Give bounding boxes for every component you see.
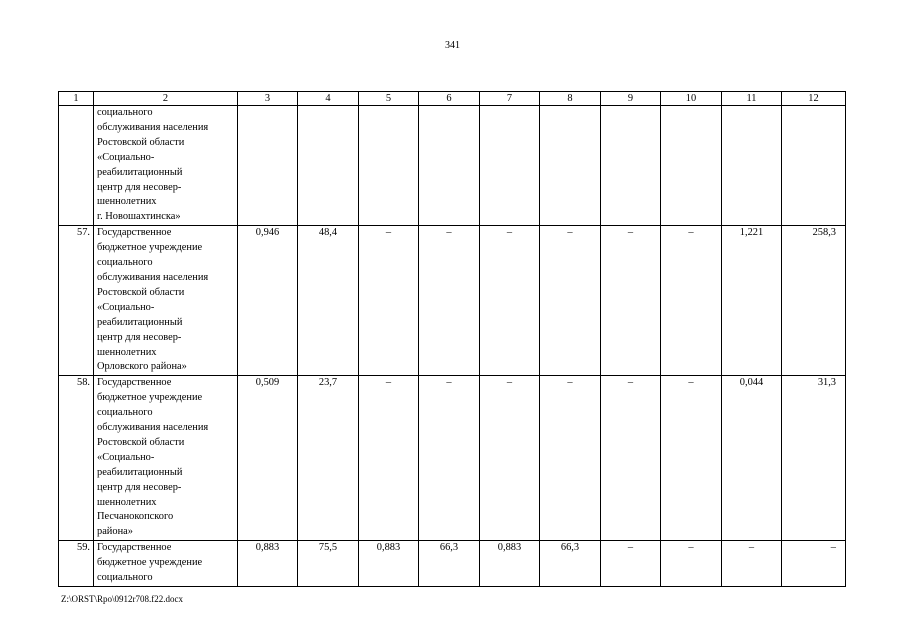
column-header: 2 (94, 92, 238, 106)
cell-value (238, 106, 298, 226)
table-header-row (59, 92, 846, 106)
table-row (59, 541, 846, 587)
row-number (59, 106, 94, 226)
cell-value: – (601, 226, 661, 376)
column-header: 7 (480, 92, 540, 106)
column-header: 12 (782, 92, 846, 106)
column-header: 8 (540, 92, 601, 106)
table-row (59, 226, 846, 376)
cell-value: – (661, 376, 722, 541)
institution-name: социального обслуживания населения Ростовской области «Социально- реабилитационный центр для несовер- шеннолетних г. Новошахтинска» (94, 106, 238, 226)
cell-value: 0,883 (480, 541, 540, 587)
cell-value: – (722, 541, 782, 587)
cell-value: – (540, 376, 601, 541)
cell-value (419, 106, 480, 226)
cell-value (359, 106, 419, 226)
file-path-footer: Z:\ORST\Rpo\0912r708.f22.docx (61, 594, 183, 604)
cell-value: – (359, 226, 419, 376)
cell-value: 0,883 (238, 541, 298, 587)
column-header: 4 (298, 92, 359, 106)
cell-value (480, 106, 540, 226)
cell-value: 66,3 (419, 541, 480, 587)
cell-value: – (540, 226, 601, 376)
cell-value: 66,3 (540, 541, 601, 587)
table-row (59, 376, 846, 541)
cell-value: – (419, 376, 480, 541)
column-header: 9 (601, 92, 661, 106)
cell-value: 48,4 (298, 226, 359, 376)
column-header: 3 (238, 92, 298, 106)
column-header: 5 (359, 92, 419, 106)
cell-value (661, 106, 722, 226)
cell-value: – (419, 226, 480, 376)
column-header: 6 (419, 92, 480, 106)
table-row (59, 106, 846, 226)
cell-value: – (661, 226, 722, 376)
cell-value: – (661, 541, 722, 587)
cell-value: 0,044 (722, 376, 782, 541)
cell-value: 0,946 (238, 226, 298, 376)
data-table (58, 91, 846, 587)
cell-value: – (480, 226, 540, 376)
page-number: 341 (445, 40, 460, 51)
cell-value: – (601, 541, 661, 587)
cell-value: 0,883 (359, 541, 419, 587)
cell-value: 0,509 (238, 376, 298, 541)
cell-value: 31,3 (782, 376, 846, 541)
cell-value (601, 106, 661, 226)
cell-value: 258,3 (782, 226, 846, 376)
cell-value (298, 106, 359, 226)
row-number: 59. (59, 541, 94, 587)
cell-value (782, 106, 846, 226)
cell-value: 23,7 (298, 376, 359, 541)
row-number: 58. (59, 376, 94, 541)
cell-value: – (782, 541, 846, 587)
cell-value: – (601, 376, 661, 541)
cell-value: – (480, 376, 540, 541)
row-number: 57. (59, 226, 94, 376)
cell-value: – (359, 376, 419, 541)
column-header: 11 (722, 92, 782, 106)
cell-value (722, 106, 782, 226)
cell-value: 1,221 (722, 226, 782, 376)
column-header: 1 (59, 92, 94, 106)
column-header: 10 (661, 92, 722, 106)
cell-value (540, 106, 601, 226)
institution-name: Государственное бюджетное учреждение социального (94, 541, 238, 587)
institution-name: Государственное бюджетное учреждение социального обслуживания населения Ростовской области «Социально- реабилитационный центр для несовер- шеннолетних Песчанокопского района» (94, 376, 238, 541)
cell-value: 75,5 (298, 541, 359, 587)
institution-name: Государственное бюджетное учреждение социального обслуживания населения Ростовской области «Социально- реабилитационный центр для несовер- шеннолетних Орловского района» (94, 226, 238, 376)
